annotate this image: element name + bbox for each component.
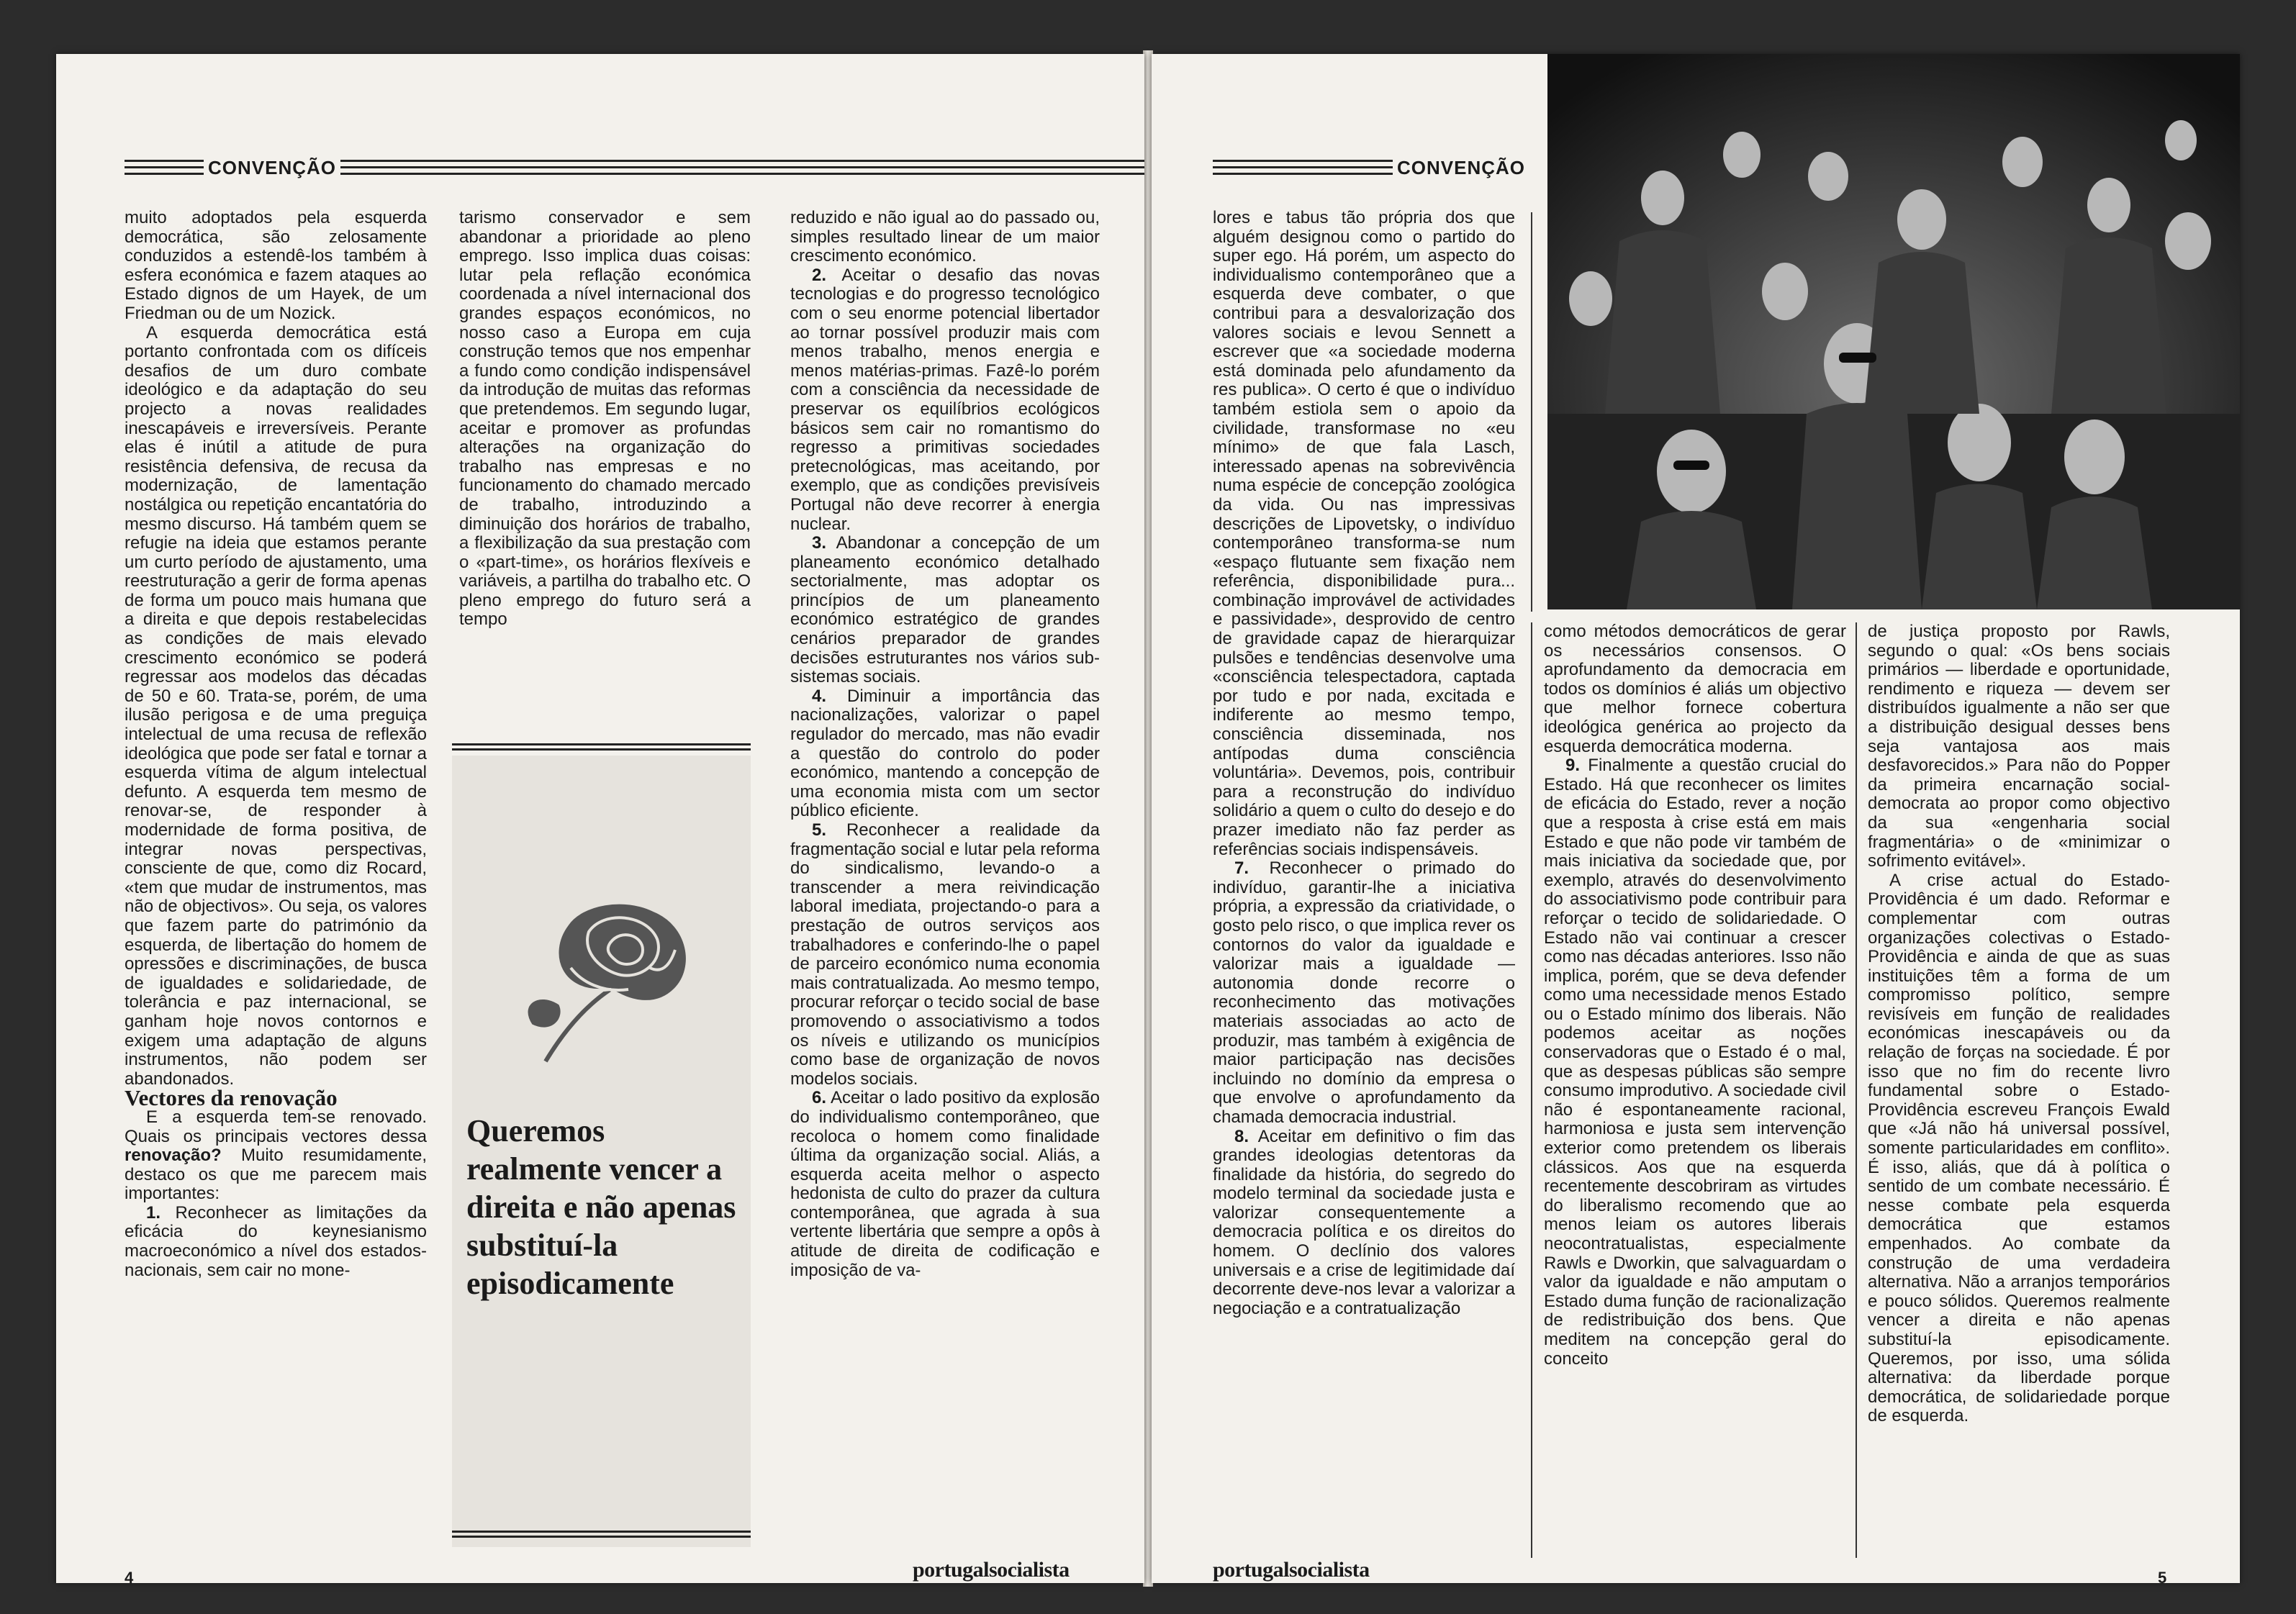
section-header <box>125 153 1144 182</box>
subheading: Vectores da renovação <box>125 1085 338 1111</box>
paragraph: A crise actual do Estado-Providência é um dado. Reformar e complementar com outras organizações colectivas o Estado-Providência e ainda de que as suas instituições têm a forma de um compromisso político, sempre revisíveis em função de realidades económicas inescapáveis ou da relação de forças na sociedade. É por isso que no fim do recente livro fundamental sobre o Estado-Providência escreveu François Ewald que «Já não há universal possível, somente particularidades em conflito». É isso, aliás, que dá à política o sentido de um combate necessário. É nesse combate pela esquerda democrática que estamos empenhados. Ao combate da construção de uma verdadeira alternativa. Não a arranjos temporários e pouco sólidos. Queremos realmente vencer a direita e não apenas substituí-la episodicamente. Queremos, por isso, uma sólida alternativa: da liberdade porque democrática, de solidariedade porque de esquerda. <box>1868 870 2170 1426</box>
column-rule <box>1531 212 1532 612</box>
column-rule <box>1856 622 1857 1558</box>
rose-icon <box>502 881 718 1076</box>
article-column-1 <box>1213 209 1515 1318</box>
list-item: 8. Aceitar em definitivo o fim das grandes ideologias detentoras da finalidade da história, do segredo do modelo terminal da sociedade justa e valorizar consequentemente a democracia política e os direitos do homem. O declínio dos valores universais e a crise de legitimidade daí decorrente deve-nos levar a valorizar a negociação e a contratualização <box>1213 1126 1515 1318</box>
event-photo <box>1547 54 2240 609</box>
photo-crowd <box>1547 54 2240 609</box>
left-page <box>56 54 1144 1583</box>
paragraph: reduzido e não igual ao do passado ou, simples resultado linear de um maior crescimento económico. <box>790 208 1100 266</box>
paragraph: de justiça proposto por Rawls, segundo o qual: «Os bens sociais primários — liberdade e oportunidade, rendimento e riqueza — devem ser distribuídos igualmente a não ser que a distribuição desigual desses bens seja vantajosa aos mais desfavorecidos.» Para não do Popper da primeira encarnação social-democrata ao propor como objectivo da sua «engenharia social fragmentária» o de «minimizar o sofrimento evitável». <box>1868 622 2170 871</box>
pull-quote: Queremos realmente vencer a direita e não apenas substituí-la episodicamente <box>466 1113 736 1301</box>
box-rule-top <box>452 743 751 752</box>
column-rule <box>1531 622 1532 1558</box>
list-item: 2. Aceitar o desafio das novas tecnologias e do progresso tecnológico com o seu enorme potencial libertador ao tornar possível produzir mais com menos trabalho, menos energia e menos matérias-primas. Fazê-lo porém com a consciência da necessidade de preservar os equilíbrios ecológicos básicos sem cair no romantismo do regresso a primitivas sociedades pretecnológicas, mas aceitando, por exemplo, que as condições previsíveis Portugal não deve recorrer à energia nuclear. <box>790 265 1100 534</box>
paragraph: tarismo conservador e sem abandonar a prioridade ao pleno emprego. Isso implica duas coisas: lutar pela reflação económica coordenada a nível internacional dos grandes espaços económicos, no nosso caso a Europa em cuja construção temos que nos empenhar a fundo como condição indispensável da introdução de muitas das reformas que pretendemos. Em segundo lugar, aceitar e promover as profundas alterações na organização do trabalho nas empresas e no funcionamento do chamado mercado de trabalho, introduzindo a diminuição dos horários de trabalho, a flexibilização da sua prestação com o «part-time», os horários flexíveis e variáveis, a partilha do trabalho etc. O pleno emprego do futuro será a tempo <box>459 208 751 630</box>
section-kicker: CONVENÇÃO <box>1396 156 1525 178</box>
masthead-logo: portugalsocialista <box>1213 1558 1370 1582</box>
header-rule <box>125 160 204 176</box>
right-page <box>1152 54 2240 1583</box>
box-rule-bottom <box>452 1531 751 1539</box>
list-item: 9. Finalmente a questão crucial do Estado. Há que reconhecer os limites de eficácia do Estado, rever a noção que a resposta à crise está em mais Estado e que não pode vir também de mais iniciativa da sociedade que, por exemplo, através do desenvolvimento do associativismo pode contribuir para reforçar o tecido de solidariedade. O Estado não vai continuar a crescer como nas décadas anteriores. Isso não implica, porém, que se deva defender como uma necessidade menos Estado ou o Estado mínimo dos liberais. Não podemos aceitar as noções conservadoras que o Estado é o mal, que as despesas públicas são sempre consumo improdutivo. A sociedade civil não é espontaneamente racional, harmoniosa e justa sem intervenção exterior como pretendem os liberais clássicos. Aos que na esquerda recentemente descobriram as virtudes do liberalismo recomendo que ao menos leiam os autores liberais neocontratualistas, especialmente Rawls e Dworkin, que salvaguardam o valor da igualdade e não amputam o Estado duma função de racionalização de redistribuição dos bens. Que meditem na concepção geral do conceito <box>1544 756 1846 1369</box>
article-column-3 <box>1868 622 2170 1426</box>
paragraph: lores e tabus tão própria dos que alguém designou como o partido do super ego. Há porém, um aspecto do individualismo contemporâneo que a esquerda deve combater, o que contribui para a desvalorização dos valores sociais e levou Sennett a escrever que «a sociedade moderna está dominada pelo afundamento da res publica». O certo é que o indivíduo também estiola sem o apoio da civilidade, transformase no «eu mínimo» de que fala Lasch, interessado apenas na sobrevivência numa espécie de concepção zoológica da vida. Ou nas impressivas descrições de Lipovetsky, o indivíduo contemporâneo transforma-se num «espaço flutuante sem fixação nem referência, disponibilidade pura... combinação improvável de actividades e passividade», desprovido de centro de gravidade capaz de hierarquizar pulsões e tendências desenvolve uma «consciência telespectadora, captada por tudo e por nada, excitada e indiferente ao mesmo tempo, consciência disseminada, nos antípodas duma consciência voluntária». Devemos, pois, contribuir para a reconstrução do indivíduo solidário a quem o culto do desejo e do prazer imediato não faz perder as referências sociais indispensáveis. <box>1213 208 1515 859</box>
section-kicker: CONVENÇÃO <box>208 156 337 178</box>
paragraph: muito adoptados pela esquerda democrática, são zelosamente conduzidos a estendê-los também à esfera económica e fazem ataques ao Estado dignos de um Hayek, de um Friedman ou de um Nozick. <box>125 208 427 323</box>
list-item: 4. Diminuir a importância das nacionalizações, valorizar o papel regulador do mercado, mas não evadir a questão do controlo do poder económico, mantendo a concepção de uma economia mista com um sector público eficiente. <box>790 686 1100 821</box>
section-header <box>1213 153 1529 182</box>
list-item: 7. Reconhecer o primado do indivíduo, garantir-lhe a iniciativa própria, a expressão da criatividade, o gosto pelo risco, o que implica rever os contornos do valor da igualdade e valorizar mais a igualdade — autonomia donde recorre o reconhecimento das motivações materiais associadas ao acto de produzir, mas também à exigência de maior participação nas decisões incluindo no domínio da empresa o que envolve o aprofundamento da chamada democracia industrial. <box>1213 858 1515 1127</box>
masthead-logo: portugalsocialista <box>913 1558 1070 1582</box>
paragraph: E a esquerda tem-se renovado. Quais os principais vectores dessa renovação? Muito resumidamente, destaco os que me parecem mais importantes: <box>125 1107 427 1204</box>
article-column-2 <box>1544 622 1846 1369</box>
list-item: 5. Reconhecer a realidade da fragmentação social e lutar pela reforma do sindicalismo, levando-o a transcender a mera reivindicação laboral imediata, projectando-o para a prestação de outros serviços aos trabalhadores e conferindo-lhe o papel de parceiro económico numa economia mais contratualizada. Ao mesmo tempo, procurar reforçar o tecido social de base promovendo o associativismo a todos os níveis e utilizando os municípios como base de organização de novos modelos sociais. <box>790 820 1100 1089</box>
article-column-3 <box>790 209 1100 1280</box>
list-item: 1. Reconhecer as limitações da eficácia do keynesianismo macroeconómico a nível dos estados-nacionais, sem cair no mone- <box>125 1202 427 1280</box>
list-item: 3. Abandonar a concepção de um planeamento económico detalhado sectorialmente, mas adoptar os princípios de um planeamento económico estratégico de grandes cenários preparador de grandes decisões estruturantes nos vários sub-sistemas sociais. <box>790 533 1100 687</box>
paragraph: A esquerda democrática está portanto confrontada com os difíceis desafios de um duro combate ideológico e da adaptação do seu projecto a novas realidades inescapáveis e irreversíveis. Perante elas é inútil a atitude de pura resistência defensiva, de recusa da modernização, de lamentação nostálgica ou repetição encantatória do mesmo discurso. Há também quem se refugie na ideia que estamos perante um curto período de ajustamento, uma reestruturação a gerir de forma apenas de forma um pouco mais humana que a direita e que depois restabelecidas as condições de mais elevado crescimento económico se poderá regressar aos modelos das décadas de 50 e 60. Trata-se, porém, de uma ilusão perigosa e de uma preguiça intelectual de uma recusa de reflexão ideológica que pode ser fatal e tornar a esquerda vítima de algum intelectual defunto. A esquerda tem mesmo de renovar-se, de responder à modernidade de forma positiva, de integrar novas perspectivas, consciente de que, como diz Rocard, «tem que mudar de instrumentos, mas não de objectivos». Ou seja, os valores que fazem parte do património da esquerda, de libertação do homem de opressões e discriminações, de busca de igualdades e solidariedade, de tolerância e paz internacional, se ganham hoje novos contornos e exigem uma adaptação de alguns instrumentos, não podem ser abandonados. <box>125 322 427 1089</box>
list-item: 6. Aceitar o lado positivo da explosão do individualismo contemporâneo, que recoloca o homem como finalidade última da organização social. Aliás, a esquerda aceita melhor o aspecto hedonista de culto do prazer da cultura contemporânea, que agrada à sua vertente libertária que sempre a opôs à atitude de direita de codificação e imposição de va- <box>790 1088 1100 1280</box>
page-number: 5 <box>2158 1569 2167 1583</box>
article-column-1 <box>125 209 427 1280</box>
header-rule <box>340 160 1144 176</box>
article-column-2 <box>459 209 751 630</box>
paragraph: como métodos democráticos de gerar os necessários consensos. O aprofundamento da democracia em todos os domínios é aliás um objectivo que melhor fornece cobertura ideológica genérica ao projecto da esquerda democrática moderna. <box>1544 622 1846 756</box>
page-number: 4 <box>125 1569 134 1583</box>
header-rule <box>1213 160 1393 176</box>
